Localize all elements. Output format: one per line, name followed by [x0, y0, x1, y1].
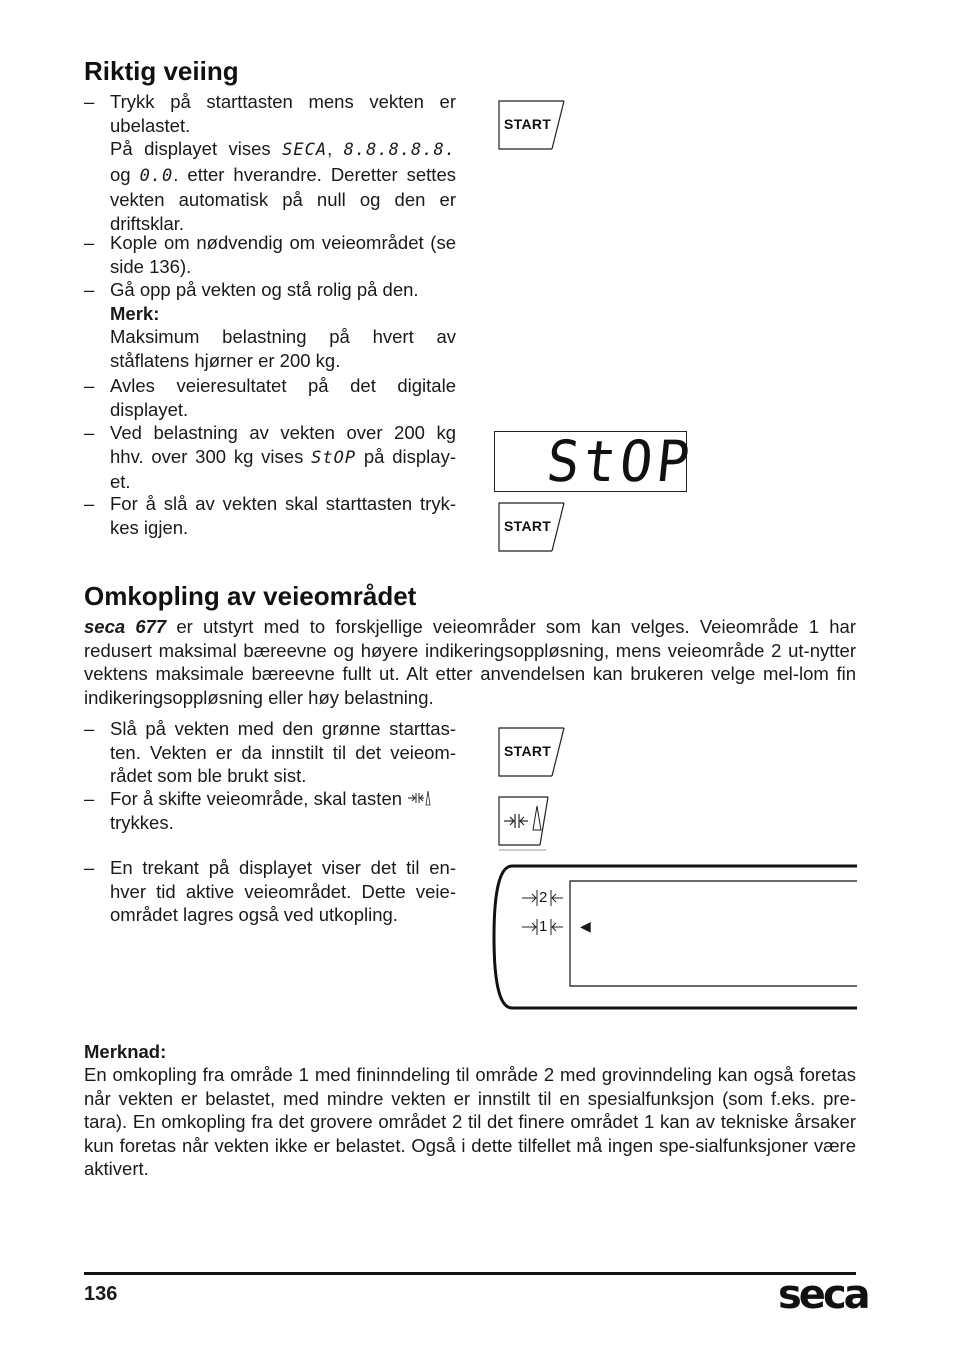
item-text: Trykk på starttasten mens vekten er ubelastet.: [110, 91, 456, 136]
section-title-omkopling: Omkopling av veieområdet: [84, 581, 417, 611]
footer-rule: [84, 1272, 856, 1275]
item-text: En trekant på displayet viser det til en-hver tid aktive veieområdet. Dette veie-området lagres også ved utkopling.: [110, 857, 456, 925]
item-text: og: [110, 163, 131, 185]
item-text: Gå opp på vekten og stå rolig på den.: [110, 279, 419, 300]
remark-text: En omkopling fra område 1 med fininndeling til område 2 med grovinndeling kan også foretas når vekten er belastet, med mindre vekten er innstilt til en spesialfunksjon (som f.eks. pre-tara). En omkopling fra det grovere området 2 til det finere området 1 kan av tekniske årsaker kun foretas når vekten ikke er belastet. Også i dette tilfellet må ingen spe-sialfunksjoner være aktivert.: [84, 1064, 856, 1179]
start-button[interactable]: [498, 100, 566, 150]
lcd-stop-text: StOP: [543, 428, 697, 495]
note-label: Merk:: [110, 302, 160, 324]
segment-text-seca: SECA: [282, 140, 328, 160]
list-item: – En trekant på displayet viser det til en-hver tid aktive veieområdet. Dette veie-området lagres også ved utkopling.: [84, 857, 456, 925]
range-1-label: 1: [539, 918, 548, 935]
item-text: På displayet vises: [110, 138, 271, 159]
segment-text-eights: 8.8.8.8.8.: [343, 140, 456, 160]
start-button[interactable]: [498, 727, 566, 777]
range-display: [492, 864, 858, 1010]
list-item: – Avles veieresultatet på det digitale displayet.: [84, 375, 456, 420]
start-label: START: [504, 116, 552, 132]
brand-model: seca 677: [84, 616, 167, 637]
start-label: START: [504, 743, 552, 759]
list-item: – For å skifte veieområde, skal tasten trykkes.: [84, 787, 456, 834]
list-item: – Gå opp på vekten og stå rolig på den. Merk: Maksimum belastning på hvert av ståflatens hjørner er 200 kg.: [84, 279, 456, 371]
range-display-frame: [492, 864, 858, 1010]
item-text: Avles veieresultatet på det digitale displayet.: [110, 375, 456, 420]
item-text: på display-et.: [110, 445, 456, 492]
item-text: Kople om nødvendig om veieområdet (se side 136).: [110, 232, 456, 277]
note-text: Maksimum belastning på hvert av ståflatens hjørner er 200 kg.: [110, 326, 456, 371]
list-item: – Kople om nødvendig om veieområdet (se side 136).: [84, 232, 456, 277]
page-number: 136: [84, 1283, 118, 1305]
range-switch-icon: [407, 789, 431, 807]
range-switch-button[interactable]: [498, 796, 550, 852]
range-2-label: 2: [539, 889, 548, 906]
start-label: START: [504, 518, 552, 534]
section-title-riktig-veiing: Riktig veiing: [84, 56, 239, 86]
item-text: For å slå av vekten skal starttasten tryk-kes igjen.: [110, 493, 456, 538]
item-text: trykkes.: [110, 811, 174, 833]
range-switch-key-icon: [498, 796, 550, 852]
intro-text: er utstyrt med to forskjellige veieområder som kan velges. Veieområde 1 har redusert maksimal bæreevne og høyere indikeringsoppløsning, mens veieområde 2 ut-nytter vektens maksimale bæreevne fullt ut. Alt etter anvendelsen kan brukeren velge mel-lom fin indikeringsoppløsning eller høy belastning.: [84, 616, 856, 708]
list-item: – Trykk på starttasten mens vekten er ubelastet. På displayet vises SECA, 8.8.8.8.8. og 0.0. etter hverandre. Deretter settes vekten automatisk på null og den er driftsklar.: [84, 91, 456, 234]
lcd-display: [494, 428, 697, 495]
item-text: Ved belastning av vekten over 200 kg hhv. over 300 kg vises: [110, 422, 456, 467]
start-button[interactable]: [498, 502, 566, 552]
item-text: . etter hverandre. Deretter settes vekten automatisk på null og den er driftsklar.: [110, 163, 456, 234]
list-item: – Slå på vekten med den grønne starttas-ten. Vekten er da innstilt til det veieom-rådet som ble brukt sist.: [84, 718, 456, 786]
list-item: – Ved belastning av vekten over 200 kg hhv. over 300 kg vises StOP på display-et.: [84, 422, 456, 492]
item-text: Slå på vekten med den grønne starttas-ten. Vekten er da innstilt til det veieom-rådet som ble brukt sist.: [110, 718, 456, 786]
segment-text-zero: 0.0: [139, 165, 174, 186]
intro-paragraph: [84, 615, 856, 709]
segment-text-stop: StOP: [311, 447, 357, 468]
item-text: For å skifte veieområde, skal tasten: [110, 788, 403, 809]
list-item: – For å slå av vekten skal starttasten tryk-kes igjen.: [84, 493, 456, 538]
active-range-triangle-icon: ◀: [580, 918, 591, 934]
remark-label: Merknad:: [84, 1041, 167, 1062]
seca-logo: seca: [778, 1272, 868, 1318]
